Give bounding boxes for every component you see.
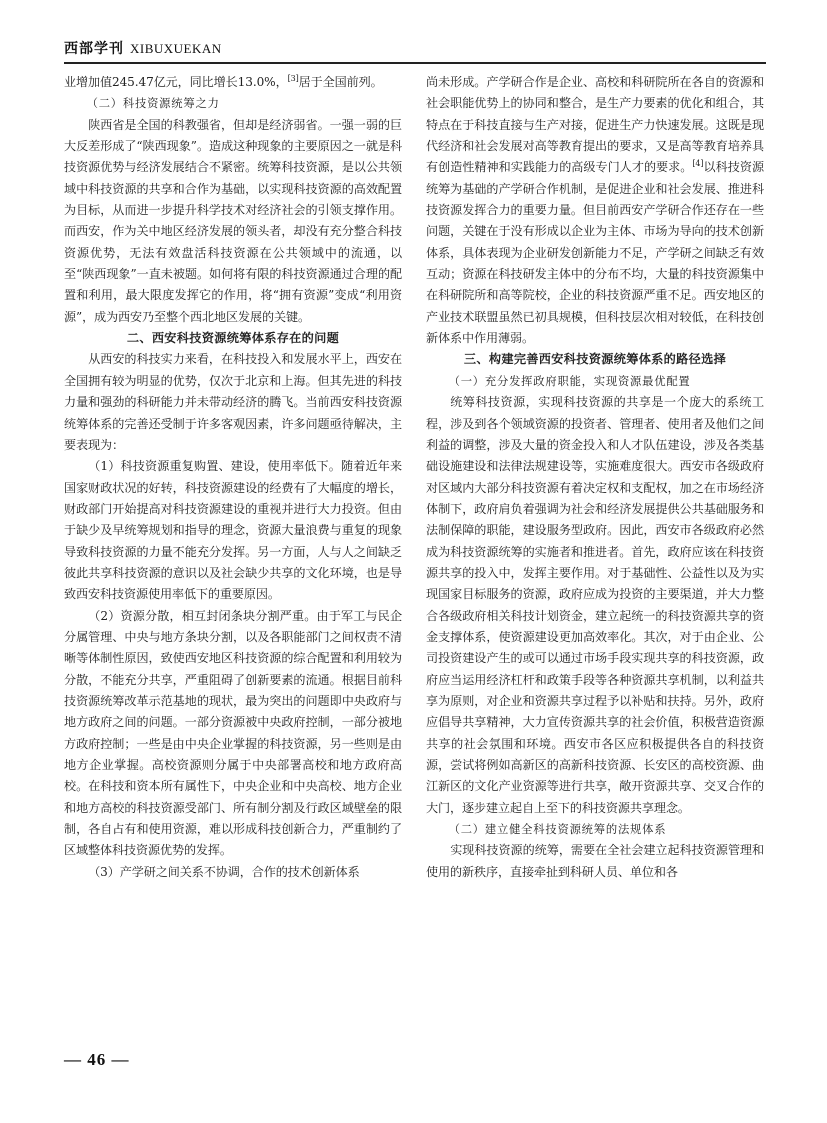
paragraph: （1）科技资源重复购置、建设，使用率低下。随着近年来国家财政状况的好转，科技资源建设的经费有了大幅度的增长，财政部门开始提高对科技资源建设的重视并进行大力投资。但由于缺少及早统筹规划和指导的理念，资源大量浪费与重复的现象导致科技资源的力量不能充分发挥。另一方面，人与人之间缺乏彼此共享科技资源的意识以及社会缺少共享的文化环境，也是导致西安科技资源使用率低下的重要原因。: [64, 459, 402, 602]
section-heading: 三、构建完善西安科技资源统筹体系的路径选择: [463, 352, 727, 367]
right-column: [426, 72, 764, 883]
section-heading: 二、西安科技资源统筹体系存在的问题: [126, 331, 340, 346]
paragraph: 实现科技资源的统筹，需要在全社会建立起科技资源管理和使用的新秩序，直接牵扯到科研人员、单位和各: [426, 843, 764, 879]
citation-ref: [4]: [692, 159, 704, 169]
paragraph: 业增加值245.47亿元，同比增长13.0%，[3]居于全国前列。: [64, 73, 383, 89]
subsection-heading: （二）建立健全科技资源统筹的法规体系: [448, 823, 667, 837]
paragraph: （2）资源分散，相互封闭条块分割严重。由于军工与民企分属管理、中央与地方条块分割，以及各职能部门之间权责不清晰等体制性原因，致使西安地区科技资源的综合配置和利用较为分散，不能充分共享，严重阻碍了创新要素的流通。根据目前科技资源统筹改革示范基地的现状，最为突出的问题即中央政府与地方政府之间的问题。一部分资源被中央政府控制，一部分被地方政府控制；一些是由中央企业掌握的科技资源，另一些则是由地方企业掌握。高校资源则分属于中央部署高校和地方政府高校。在科技和资本所有属性下，中央企业和中央高校、地方企业和地方高校的科技资源受部门、所有制分割及行政区域壁垒的限制，各自占有和使用资源，难以形成科技创新合力，严重制约了区域整体科技资源优势的发挥。: [64, 608, 402, 858]
paragraph: （3）产学研之间关系不协调，合作的技术创新体系: [88, 864, 360, 879]
page-number: — 46 —: [64, 1050, 130, 1069]
paragraph: 尚未形成。产学研合作是企业、高校和科研院所在各自的资源和社会职能优势上的协同和整合，是生产力要素的优化和组合，其特点在于科技直接与生产对接，促进生产力快速发展。这既是现代经济和社会发展对高等教育提出的要求，又是高等教育培养具有创造性精神和实践能力的高级专门人才的要求。[4]以科技资源统筹为基础的产学研合作机制，是促进企业和社会发展、推进科技资源发挥合力的重要力量。但目前西安产学研合作还存在一些问题，关键在于没有形成以企业为主体、市场为导向的技术创新体系，具体表现为企业研发创新能力不足，产学研之间缺乏有效互动；资源在科技研发主体中的分布不均，大量的科技资源集中在科研院所和高等院校，企业的科技资源严重不足。西安地区的产业技术联盟虽然已初具规模，但科技层次相对较低，在科技创新体系中作用薄弱。: [426, 75, 764, 346]
subsection-heading: （一）充分发挥政府职能，实现资源最优配置: [448, 374, 691, 388]
left-column: [64, 72, 402, 883]
journal-name: 西部学刊: [64, 41, 124, 57]
paragraph: 陕西省是全国的科教强省，但却是经济弱省。一强一弱的巨大反差形成了“陕西现象”。造成这种现象的主要原因之一就是科技资源优势与经济发展结合不紧密。统筹科技资源，是以公共领域中科技资源的共享和合作为基础，以实现科技资源的高效配置为目标，从而进一步提升科学技术对经济社会的引领支撑作用。而西安，作为关中地区经济发展的领头者，却没有充分整合科技资源优势，无法有效盘活科技资源在公共领域中的流通，以至“陕西现象”一直未被题。如何将有限的科技资源通过合理的配置和利用，最大限度发挥它的作用，将“拥有资源”变成“利用资源”，成为西安乃至整个西北地区发展的关键。: [64, 117, 402, 324]
journal-pinyin: XIBUXUEKAN: [130, 41, 222, 56]
subsection-heading: （二）科技资源统筹之力: [86, 97, 220, 111]
paragraph: 从西安的科技实力来看，在科技投入和发展水平上，西安在全国拥有较为明显的优势，仅次于北京和上海。但其先进的科技力量和强劲的科研能力并未带动经济的腾飞。当前西安科技资源统筹体系的完善还受制于许多客观因素，许多问题亟待解决，主要表现为：: [64, 352, 402, 452]
header-rule: [64, 62, 766, 64]
paragraph: 统筹科技资源，实现科技资源的共享是一个庞大的系统工程，涉及到各个领域资源的投资者、管理者、使用者及他们之间利益的调整，涉及大量的资金投入和人才队伍建设，涉及各类基础设施建设和法律法规建设等，实施难度很大。西安市各级政府对区域内大部分科技资源有着决定权和支配权，加之在市场经济体制下，政府肩负着强调为社会和经济发展提供公共基础服务和法制保障的职能，建设服务型政府。因此，西安市各级政府必然成为科技资源统筹的实施者和推进者。首先，政府应该在科技资源共享的投入中，发挥主要作用。对于基础性、公益性以及为实现国家目标服务的资源，政府应成为投资的主要渠道，并大力整合各级政府相关科技计划资金，建立起统一的科技资源共享的资金支撑体系，使资源建设更加高效率化。其次，对于由企业、公司投资建设产生的或可以通过市场手段实现共享的科技资源，政府应当运用经济杠杆和政策手段等各种资源共享机制，以利益共享为原则，对企业和资源共享过程予以补贴和扶持。另外，政府应倡导共享精神，大力宣传资源共享的社会价值，积极营造资源共享的社会氛围和环境。西安市各区应积极提供各自的科技资源，尝试将例如高新区的高新科技资源、长安区的高校资源、曲江新区的文化产业资源等进行共享，敞开资源共享、交叉合作的大门，逐步建立起自上至下的科技资源共享理念。: [426, 395, 764, 815]
citation-ref: [3]: [287, 73, 299, 83]
